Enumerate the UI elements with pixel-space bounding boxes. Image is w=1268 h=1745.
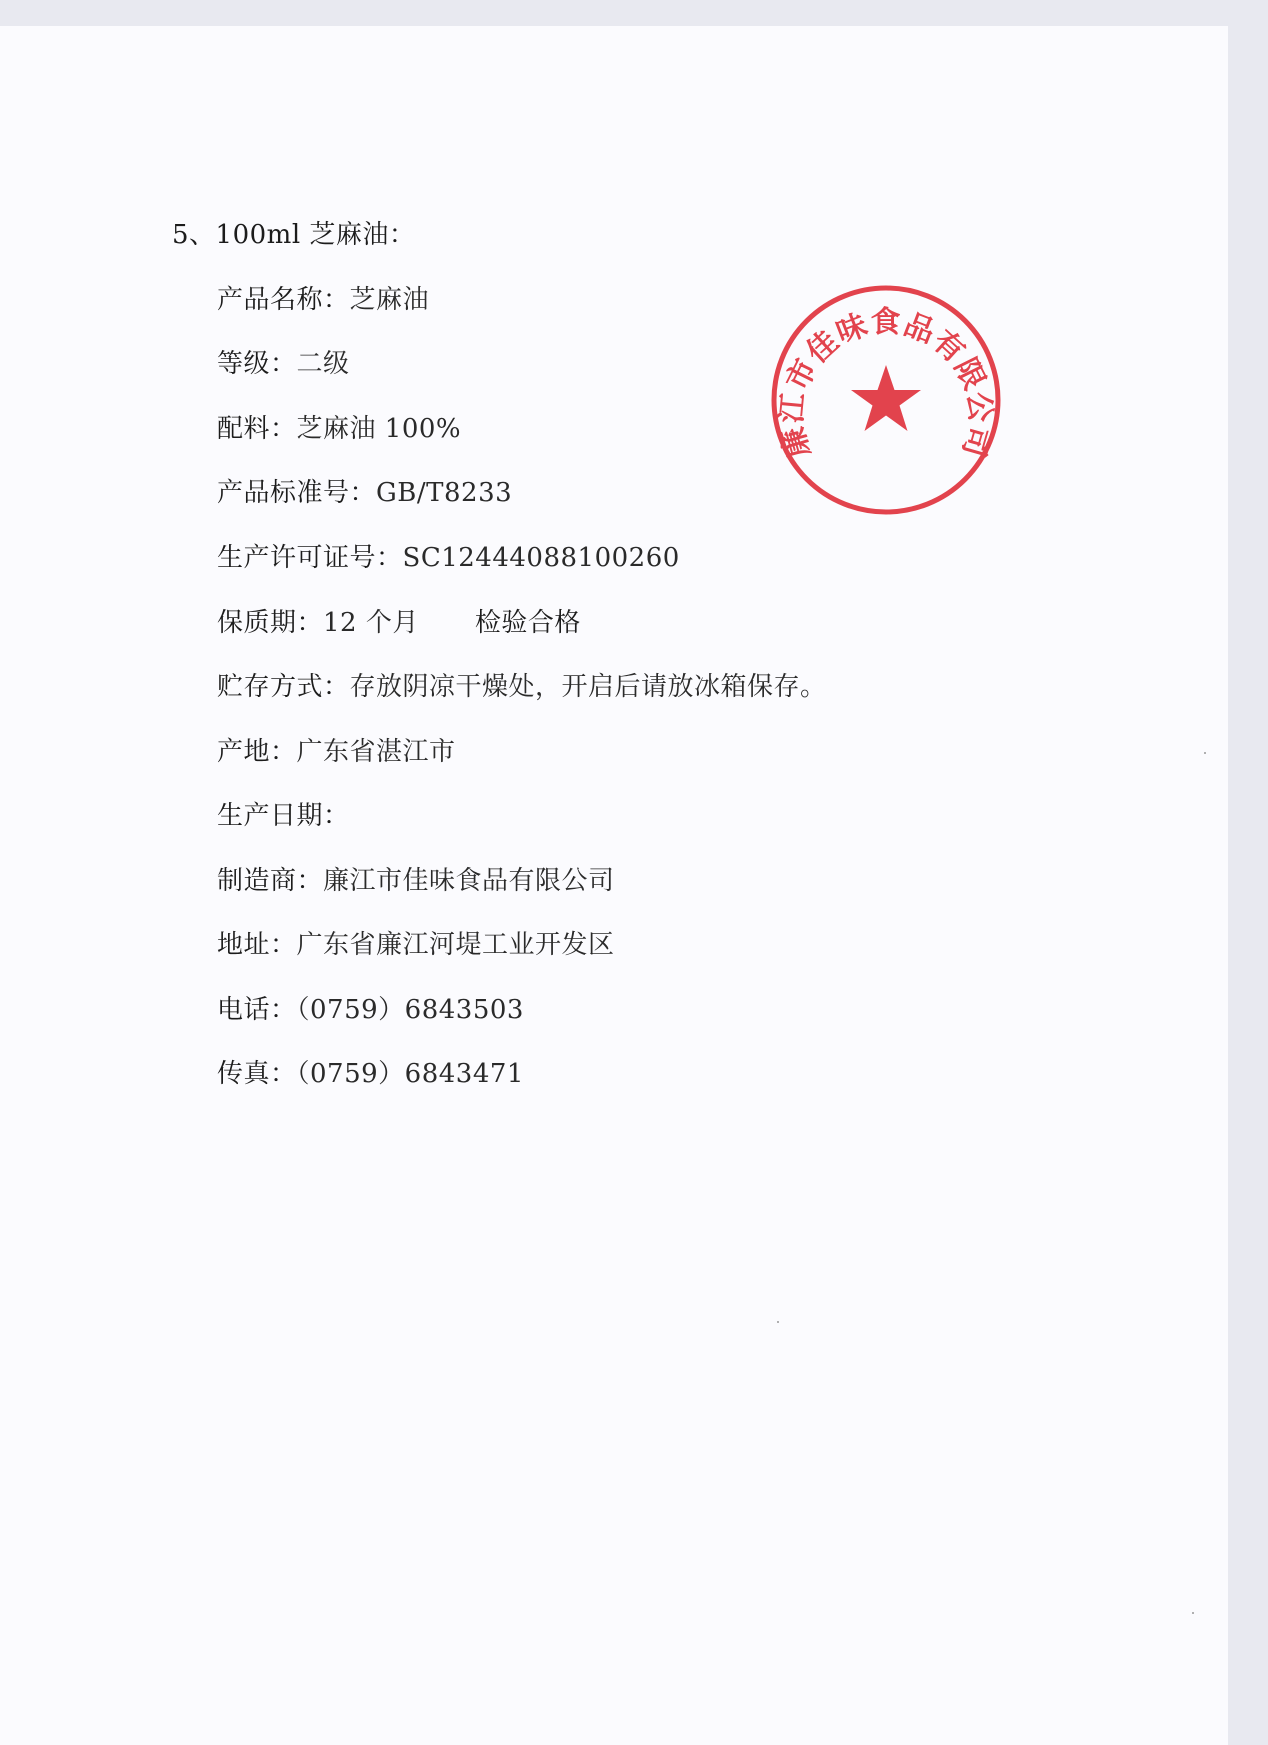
shelf-life-value: 12 个月 — [323, 608, 419, 638]
product-name-value: 芝麻油 — [349, 285, 430, 315]
shelf-life-row — [217, 606, 581, 640]
storage-value: 存放阴凉干燥处，开启后请放冰箱保存。 — [349, 672, 827, 702]
company-seal — [768, 282, 1004, 518]
phone-row — [217, 993, 524, 1027]
license-row — [217, 541, 680, 575]
paper-sheet — [0, 26, 1228, 1745]
manufacturer-label: 制造商： — [217, 866, 324, 896]
scan-speck — [1192, 1612, 1194, 1614]
inspection-status: 检验合格 — [474, 608, 581, 638]
address-row — [217, 928, 615, 962]
origin-value: 广东省湛江市 — [296, 737, 456, 767]
phone-value: （0759）6843503 — [296, 995, 524, 1025]
fax-row — [217, 1057, 524, 1091]
product-name-label: 产品名称： — [217, 285, 350, 315]
standard-label: 产品标准号： — [217, 478, 377, 508]
production-date-label: 生产日期： — [217, 801, 350, 831]
ingredients-row — [217, 412, 461, 446]
standard-value: GB/T8233 — [376, 478, 513, 508]
origin-row — [217, 735, 456, 769]
production-date-row — [217, 799, 350, 833]
scan-speck — [1204, 752, 1206, 754]
grade-label: 等级： — [217, 349, 297, 379]
seal-text: 廉江市佳味食品有限公司 — [774, 305, 998, 462]
product-name-row — [217, 283, 429, 317]
phone-label: 电话： — [217, 995, 297, 1025]
standard-row — [217, 476, 512, 510]
manufacturer-value: 廉江市佳味食品有限公司 — [323, 866, 615, 896]
star-icon — [851, 365, 921, 431]
ingredients-value: 芝麻油 100% — [296, 414, 462, 444]
ingredients-label: 配料： — [217, 414, 297, 444]
fax-label: 传真： — [217, 1059, 297, 1089]
storage-label: 贮存方式： — [217, 672, 350, 702]
storage-row — [217, 670, 827, 704]
grade-row — [217, 347, 350, 381]
address-value: 广东省廉江河堤工业开发区 — [296, 930, 615, 960]
grade-value: 二级 — [296, 349, 350, 379]
license-label: 生产许可证号： — [217, 543, 403, 573]
item-heading: 5、100ml 芝麻油： — [172, 220, 416, 250]
shelf-life-label: 保质期： — [217, 608, 324, 638]
manufacturer-row — [217, 864, 615, 898]
scan-speck — [777, 1321, 779, 1323]
license-value: SC12444088100260 — [402, 543, 680, 573]
origin-label: 产地： — [217, 737, 297, 767]
address-label: 地址： — [217, 930, 297, 960]
fax-value: （0759）6843471 — [296, 1059, 524, 1089]
